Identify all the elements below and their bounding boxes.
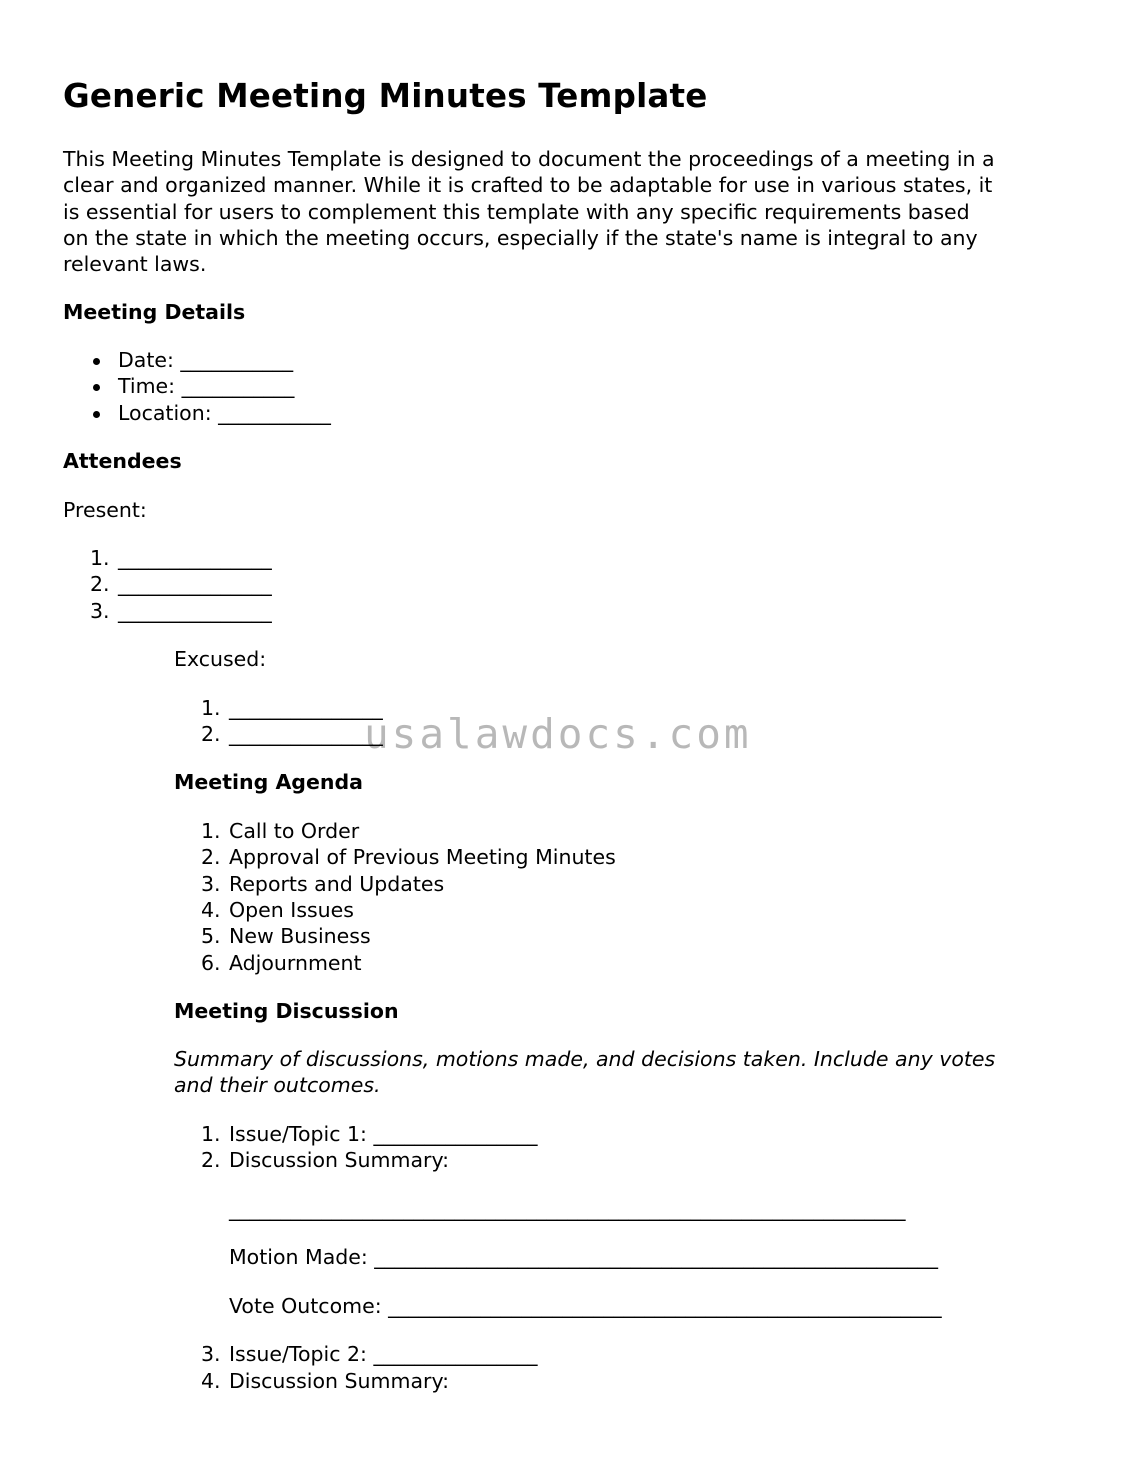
excused-blank: _______________ (229, 696, 383, 720)
discussion-summary-line: Summary of discussions, motions made, and decisions taken. Include any votes (174, 1047, 996, 1071)
list-number: 1. (90, 546, 110, 570)
discussion-item: Discussion Summary: (229, 1369, 450, 1393)
motion-made: Motion Made: _______________________________________________________ (229, 1245, 939, 1269)
discussion-item: Issue/Topic 1: ________________ (229, 1122, 538, 1146)
agenda-heading: Meeting Agenda (174, 770, 363, 794)
list-number: 2. (201, 845, 221, 869)
list-number: 4. (201, 898, 221, 922)
agenda-item: Approval of Previous Meeting Minutes (229, 845, 616, 869)
intro-paragraph (63, 146, 1073, 277)
detail-date: Date: ___________ (118, 348, 294, 372)
bullet-icon (93, 384, 100, 391)
present-blank: _______________ (118, 599, 272, 623)
list-number: 3. (90, 599, 110, 623)
meeting-details-heading: Meeting Details (63, 300, 246, 324)
intro-line: on the state in which the meeting occurs, especially if the state's name is integral to any (63, 225, 978, 250)
list-number: 2. (201, 722, 221, 746)
list-number: 2. (201, 1148, 221, 1172)
agenda-item: Reports and Updates (229, 872, 445, 896)
watermark: usalawdocs.com (364, 710, 752, 758)
discussion-summary-line: and their outcomes. (174, 1073, 381, 1097)
excused-blank: _______________ (229, 722, 383, 746)
list-number: 2. (90, 572, 110, 596)
intro-line: clear and organized manner. While it is crafted to be adaptable for use in various states, it (63, 173, 993, 198)
list-number: 1. (201, 819, 221, 843)
list-number: 4. (201, 1369, 221, 1393)
discussion-heading: Meeting Discussion (174, 999, 399, 1023)
agenda-item: New Business (229, 924, 371, 948)
agenda-item: Call to Order (229, 819, 360, 843)
list-number: 3. (201, 872, 221, 896)
summary-blank: __________________________________________________________________ (229, 1197, 906, 1221)
list-number: 3. (201, 1342, 221, 1366)
bullet-icon (93, 411, 100, 418)
list-number: 6. (201, 951, 221, 975)
agenda-item: Adjournment (229, 951, 362, 975)
agenda-item: Open Issues (229, 898, 354, 922)
list-number: 1. (201, 696, 221, 720)
list-number: 1. (201, 1122, 221, 1146)
intro-line: is essential for users to complement this template with any specific requirements based (63, 199, 970, 224)
detail-location: Location: ___________ (118, 401, 331, 425)
excused-label: Excused: (174, 647, 267, 671)
present-label: Present: (63, 498, 147, 522)
vote-outcome: Vote Outcome: ______________________________________________________ (229, 1294, 942, 1318)
discussion-item: Discussion Summary: (229, 1148, 450, 1172)
detail-time: Time: ___________ (118, 374, 295, 398)
present-blank: _______________ (118, 572, 272, 596)
discussion-item: Issue/Topic 2: ________________ (229, 1342, 538, 1366)
bullet-icon (93, 358, 100, 365)
list-number: 5. (201, 924, 221, 948)
attendees-heading: Attendees (63, 449, 182, 473)
intro-line: This Meeting Minutes Template is designed to document the proceedings of a meeting in a (63, 147, 995, 171)
page-title: Generic Meeting Minutes Template (63, 77, 708, 115)
present-blank: _______________ (118, 546, 272, 570)
intro-line: relevant laws. (63, 252, 207, 277)
